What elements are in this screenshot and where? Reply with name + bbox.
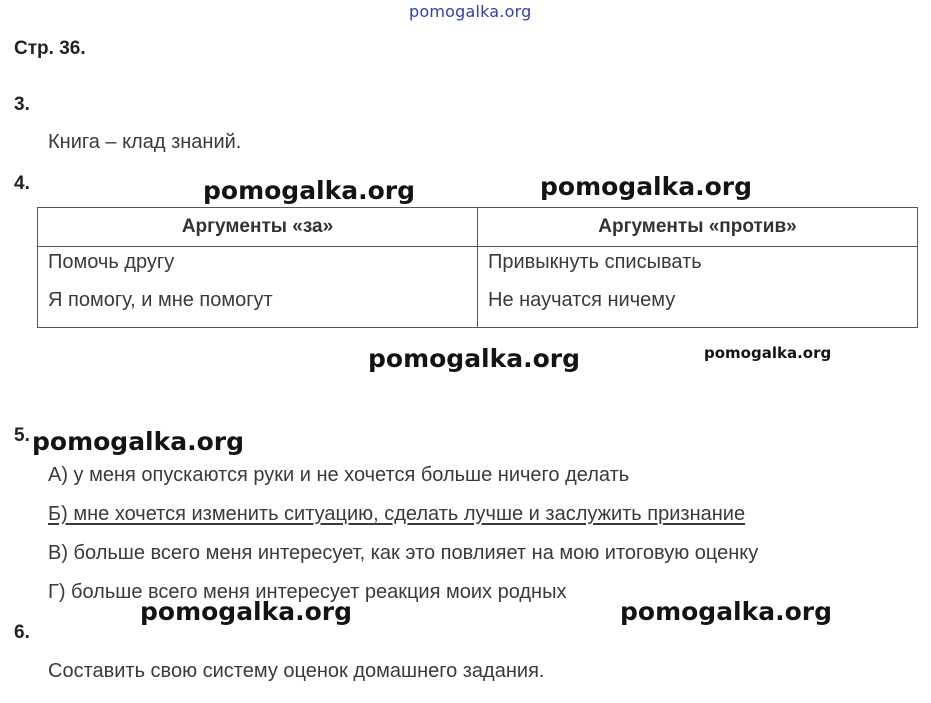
arguments-table: [37, 207, 918, 328]
watermark: pomogalka.org: [203, 176, 416, 205]
watermark: pomogalka.org: [140, 597, 353, 626]
task-6-number: 6.: [14, 622, 30, 643]
task-5-option-a: А) у меня опускаются руки и не хочется больше ничего делать: [48, 464, 630, 486]
page-label: Стр. 36.: [14, 38, 86, 59]
header-arguments-against: Аргументы «против»: [478, 208, 918, 247]
cell-value: Я помогу, и мне помогут: [48, 289, 273, 311]
cell-against: [478, 247, 918, 328]
watermark: pomogalka.org: [32, 427, 245, 456]
watermark: pomogalka.org: [540, 172, 753, 201]
cell-value: Привыкнуть списывать: [488, 251, 702, 273]
task-6-text: Составить свою систему оценок домашнего задания.: [48, 660, 545, 682]
cell-value: Помочь другу: [48, 251, 175, 273]
cell-value: Не научатся ничему: [488, 289, 676, 311]
watermark: pomogalka.org: [368, 344, 581, 373]
task-4-number: 4.: [14, 173, 30, 194]
task-5-number: 5.: [14, 425, 30, 446]
watermark: pomogalka.org: [704, 344, 832, 362]
task-5-option-d: Г) больше всего меня интересует реакция моих родных: [48, 581, 567, 603]
table-row: [38, 247, 918, 328]
task-3-text: Книга – клад знаний.: [48, 131, 242, 153]
header-arguments-for: Аргументы «за»: [38, 208, 478, 247]
task-5-option-b: Б) мне хочется изменить ситуацию, сделать лучше и заслужить признание: [48, 503, 746, 525]
top-watermark: pomogalka.org: [409, 2, 532, 21]
task-3-number: 3.: [14, 94, 30, 115]
table-header-row: [38, 208, 918, 247]
watermark: pomogalka.org: [620, 597, 833, 626]
task-5-option-c: В) больше всего меня интересует, как это повлияет на мою итоговую оценку: [48, 542, 759, 564]
cell-for: [38, 247, 478, 328]
